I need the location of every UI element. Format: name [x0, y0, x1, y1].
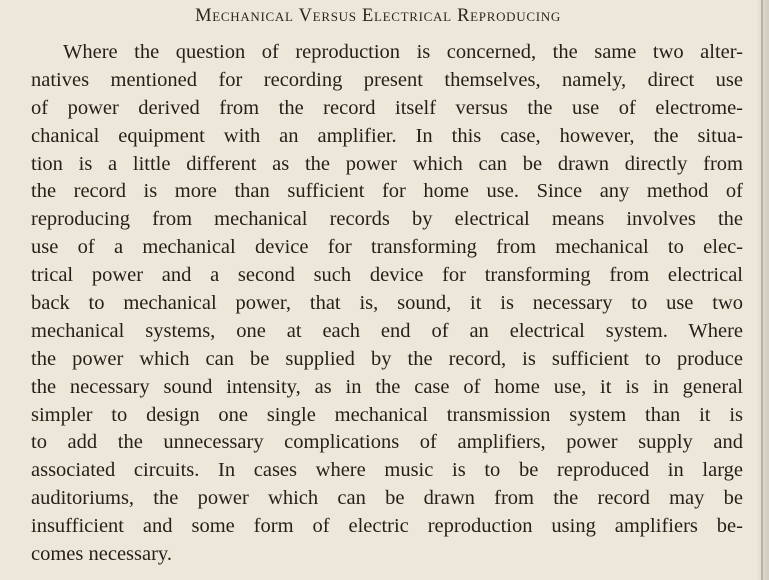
paragraph-line: the record is more than sufficient for home use. Since any method of	[31, 180, 743, 203]
paragraph-line: auditoriums, the power which can be drawn from the record may be	[31, 487, 743, 510]
paragraph-line: natives mentioned for recording present themselves, namely, direct use	[31, 68, 743, 91]
paragraph-line: associated circuits. In cases where music is to be reproduced in large	[31, 459, 743, 482]
paragraph-line: comes necessary.	[31, 543, 172, 566]
paragraph-line: mechanical systems, one at each end of an electrical system. Where	[31, 319, 743, 342]
paragraph-line: back to mechanical power, that is, sound, it is necessary to use two	[31, 292, 743, 315]
body-paragraph	[31, 39, 743, 569]
paragraph-line: Where the question of reproduction is concerned, the same two alter-	[63, 41, 743, 63]
paragraph-line: trical power and a second such device for transforming from electrical	[31, 264, 743, 287]
paragraph-line: the necessary sound intensity, as in the case of home use, it is in general	[31, 375, 743, 398]
paragraph-line: chanical equipment with an amplifier. In this case, however, the situa-	[31, 124, 743, 147]
paragraph-line: simpler to design one single mechanical transmission system than it is	[31, 403, 743, 426]
paragraph-line: to add the unnecessary complications of amplifiers, power supply and	[31, 431, 743, 454]
page-edge-shadow	[756, 0, 769, 580]
section-heading: Mechanical Versus Electrical Reproducing	[195, 6, 561, 26]
paragraph-line: of power derived from the record itself versus the use of electrome-	[31, 96, 743, 119]
paragraph-line: tion is a little different as the power which can be drawn directly from	[31, 152, 743, 175]
paragraph-line: the power which can be supplied by the record, is sufficient to produce	[31, 347, 743, 370]
paragraph-line: insufficient and some form of electric reproduction using amplifiers be-	[31, 515, 743, 538]
paragraph-line: use of a mechanical device for transforming from mechanical to elec-	[31, 236, 743, 259]
paragraph-line: reproducing from mechanical records by electrical means involves the	[31, 208, 743, 231]
